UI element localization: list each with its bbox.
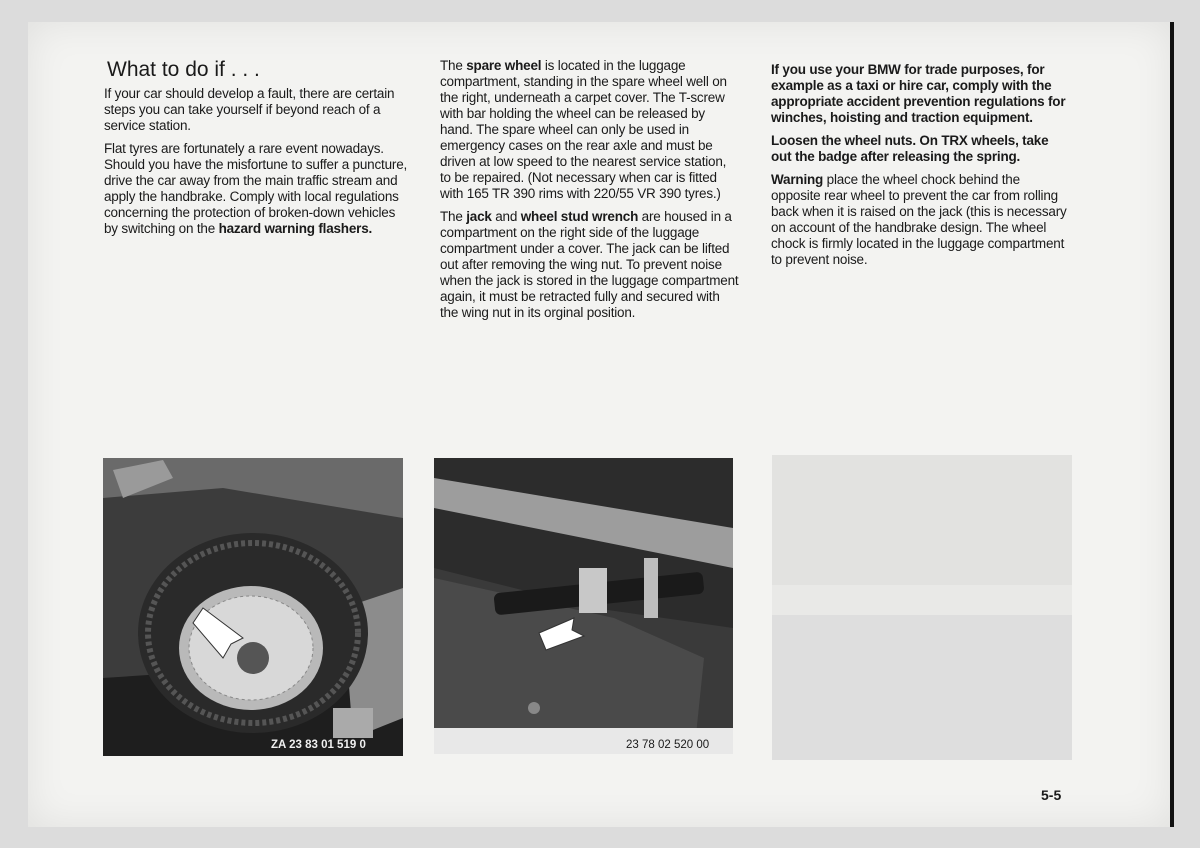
text-run: and bbox=[491, 209, 521, 224]
warning-bold: Warning bbox=[771, 172, 824, 187]
photo1-caption: ZA 23 83 01 519 0 bbox=[271, 739, 366, 751]
jack-photo bbox=[434, 458, 733, 754]
intro-paragraph: If your car should develop a fault, there are certain steps you can take yourself if beyond reach of a service station. bbox=[104, 86, 395, 133]
flat-tyres-paragraph bbox=[104, 141, 408, 237]
jack-paragraph bbox=[440, 209, 740, 321]
spare-wheel-bold: spare wheel bbox=[466, 58, 542, 73]
loosen-nuts-paragraph: Loosen the wheel nuts. On TRX wheels, take out the badge after releasing the spring. bbox=[771, 133, 1049, 164]
photo2-caption: 23 78 02 520 00 bbox=[626, 739, 710, 751]
spare-wheel-paragraph bbox=[440, 58, 740, 202]
text-run: is located in the luggage compartment, standing in the spare wheel well on the right, underneath a carpet cover. The T-screw with bar holding the wheel can be released by hand. The spare wheel can only be used in emergency cases on the rear axle and must be driven at low speed to the nearest service station, to be repaired. (Not necessary when car is fitted with 165 TR 390 rims with 220/55 VR 390 tyres.) bbox=[440, 58, 727, 201]
column-middle bbox=[440, 58, 740, 328]
text-run: are housed in a compartment on the right side of the luggage compartment under a cover. The jack can be lifted out after removing the wing nut. To prevent noise when the jack is stored in the luggage compartment again, it must be retracted fully and secured with the wing nut in its orginal position. bbox=[440, 209, 739, 320]
column-right bbox=[771, 62, 1071, 275]
hazard-flashers-bold: hazard warning flashers. bbox=[218, 221, 373, 236]
faded-image-area bbox=[772, 455, 1072, 760]
warning-paragraph bbox=[771, 172, 1071, 268]
wrench-bold: wheel stud wrench bbox=[520, 209, 639, 224]
page-number: 5-5 bbox=[1041, 787, 1062, 803]
text-run: place the wheel chock behind the opposite rear wheel to prevent the car from rolling back when it is raised on the jack (this is necessary on account of the handbrake design. The wheel chock is firmly located in the luggage compartment to prevent noise. bbox=[771, 172, 1067, 267]
text-run: The bbox=[440, 209, 467, 224]
column-left bbox=[104, 86, 408, 244]
page-title: What to do if . . . bbox=[107, 58, 260, 81]
page-edge bbox=[1170, 22, 1174, 827]
jack-bold: jack bbox=[466, 209, 492, 224]
flat-tyres-text: Flat tyres are fortunately a rare event nowadays. Should you have the misfortune to suffer a puncture, drive the car away from the main traffic stream and apply the handbrake. Comply with local regulations concerning the protection of broken-down vehicles by switching on the bbox=[104, 141, 408, 236]
trade-purposes-paragraph: If you use your BMW for trade purposes, for example as a taxi or hire car, comply with the appropriate accident prevention regulations for winches, hoisting and traction equipment. bbox=[771, 62, 1066, 125]
text-run: The bbox=[440, 58, 467, 73]
spare-wheel-photo bbox=[103, 458, 403, 756]
